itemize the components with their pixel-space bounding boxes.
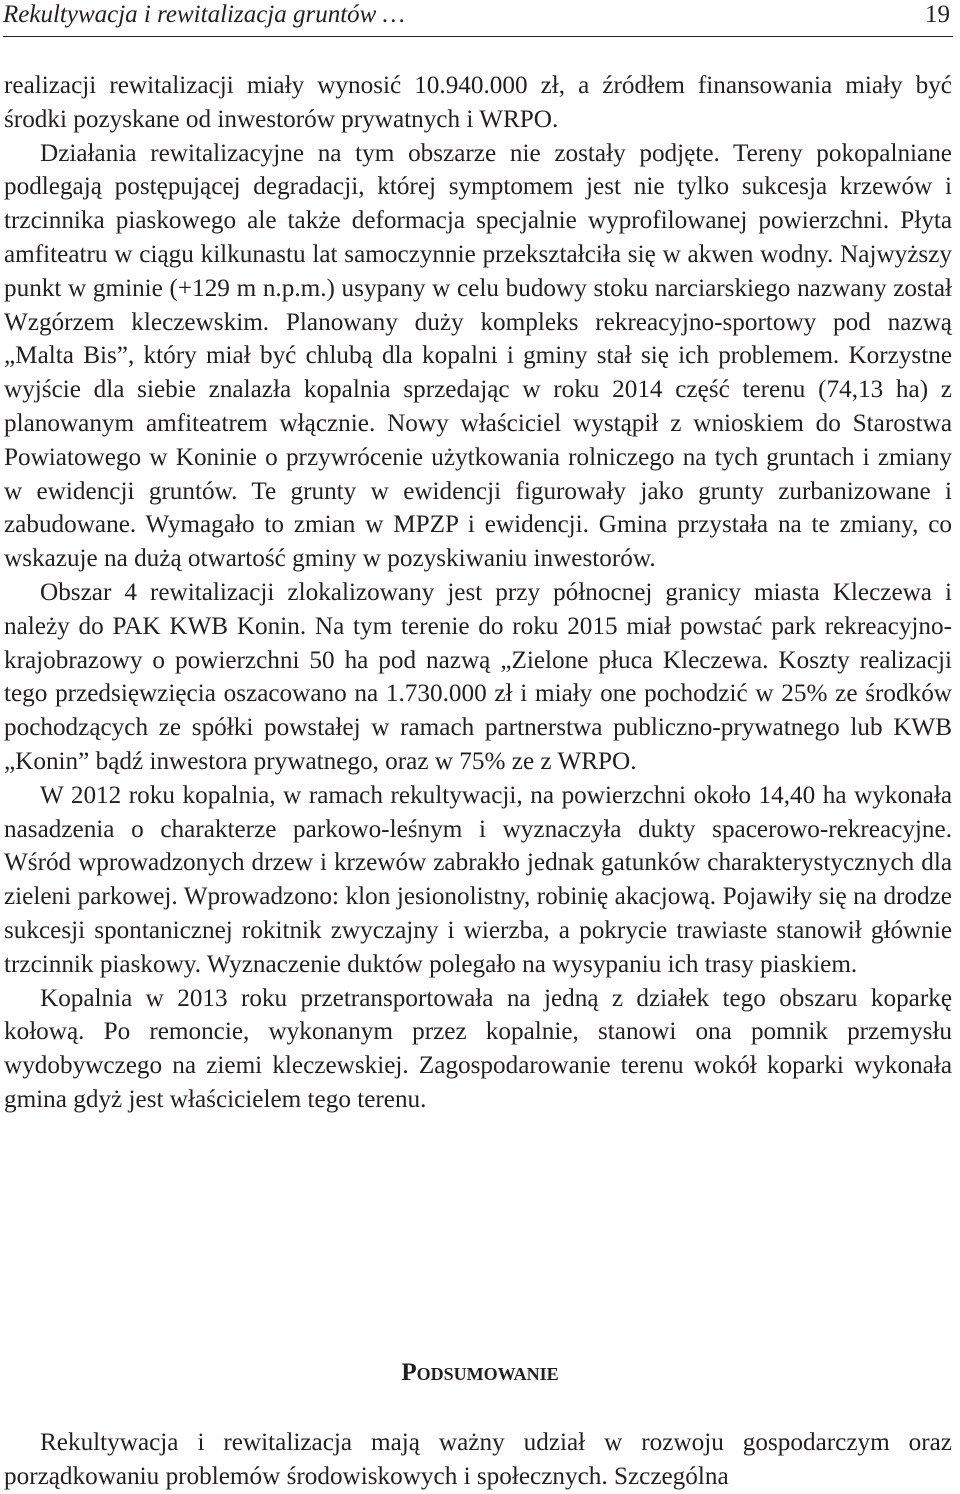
running-header-title: Rekultywacja i rewitalizacja gruntów … xyxy=(3,1,405,28)
body-text xyxy=(4,69,952,1117)
paragraph: Obszar 4 rewitalizacji zlokalizowany jest przy północnej granicy miasta Kleczewa i należy do PAK KWB Konin. Na tym terenie do roku 2015 miał powstać park rekreacyjno-krajobrazowy o powierzchni 50 ha pod nazwą „Zielone płuca Kleczewa. Koszty realizacji tego przedsięwzięcia oszacowano na 1.730.000 zł i miały one pochodzić w 25% ze środków pochodzących ze spółki powstałej w ramach partnerstwa publiczno-prywatnego lub KWB „Konin” bądź inwestora prywatnego, oraz w 75% ze z WRPO. xyxy=(4,578,952,775)
page-number: 19 xyxy=(925,1,950,28)
running-header xyxy=(3,0,953,37)
summary-paragraph: Rekultywacja i rewitalizacja mają ważny udział w rozwoju gospodarczym oraz porządkowaniu problemów środowiskowych i społecznych. Szczególna xyxy=(4,1429,952,1490)
paragraph: Działania rewitalizacyjne na tym obszarze nie zostały podjęte. Tereny pokopalniane podlegają postępującej degradacji, której symptomem jest nie tylko sukcesja krzewów i trzcinnika piaskowego ale także deformacja specjalnie wyprofilowanej powierzchni. Płyta amfiteatru w ciągu kilkunastu lat samoczynnie przekształciła się w akwen wodny. Najwyższy punkt w gminie (+129 m n.p.m.) usypany w celu budowy stoku narciarskiego nazwany został Wzgórzem kleczewskim. Planowany duży kompleks rekreacyjno-sportowy pod nazwą „Malta Bis”, który miał być chlubą dla kopalni i gminy stał się ich problemem. Korzystne wyjście dla siebie znalazła kopalnia sprzedając w roku 2014 część terenu (74,13 ha) z planowanym amfiteatrem włącznie. Nowy właściciel wystąpił z wnioskiem do Starostwa Powiatowego w Koninie o przywrócenie użytkowania rolniczego na tych gruntach i zmiany w ewidencji gruntów. Te grunty w ewidencji figurowały jako grunty zurbanizowane i zabudowane. Wymagało to zmian w MPZP i ewidencji. Gmina przystała na te zmiany, co wskazuje na dużą otwartość gminy w pozyskiwaniu inwestorów. xyxy=(4,139,952,573)
paragraph: W 2012 roku kopalnia, w ramach rekultywacji, na powierzchni około 14,40 ha wykonała nasadzenia o charakterze parkowo-leśnym i wyznaczyła dukty spacerowo-rekreacyjne. Wśród wprowadzonych drzew i krzewów zabrakło jednak gatunków charakterystycznych dla zieleni parkowej. Wprowadzono: klon jesionolistny, robinię akacjową. Pojawiły się na drodze sukcesji spontanicznej rokitnik zwyczajny i wierzba, a pokrycie trawiaste stanowił głównie trzcinnik piaskowy. Wyznaczenie duktów polegało na wysypaniu ich trasy piaskiem. xyxy=(4,781,952,978)
paragraph: Kopalnia w 2013 roku przetransportowała na jedną z działek tego obszaru koparkę kołową. Po remoncie, wykonanym przez kopalnie, stanowi ona pomnik przemysłu wydobywczego na ziemi kleczewskiej. Zagospodarowanie terenu wokół koparki wykonała gmina gdyż jest właścicielem tego terenu. xyxy=(4,984,952,1113)
paragraph-continued: realizacji rewitalizacji miały wynosić 10.940.000 zł, a źródłem finansowania miały być środki pozyskane od inwestorów prywatnych i WRPO. xyxy=(4,72,952,133)
summary-text xyxy=(4,1426,952,1494)
section-heading: Podsumowanie xyxy=(401,1359,559,1386)
